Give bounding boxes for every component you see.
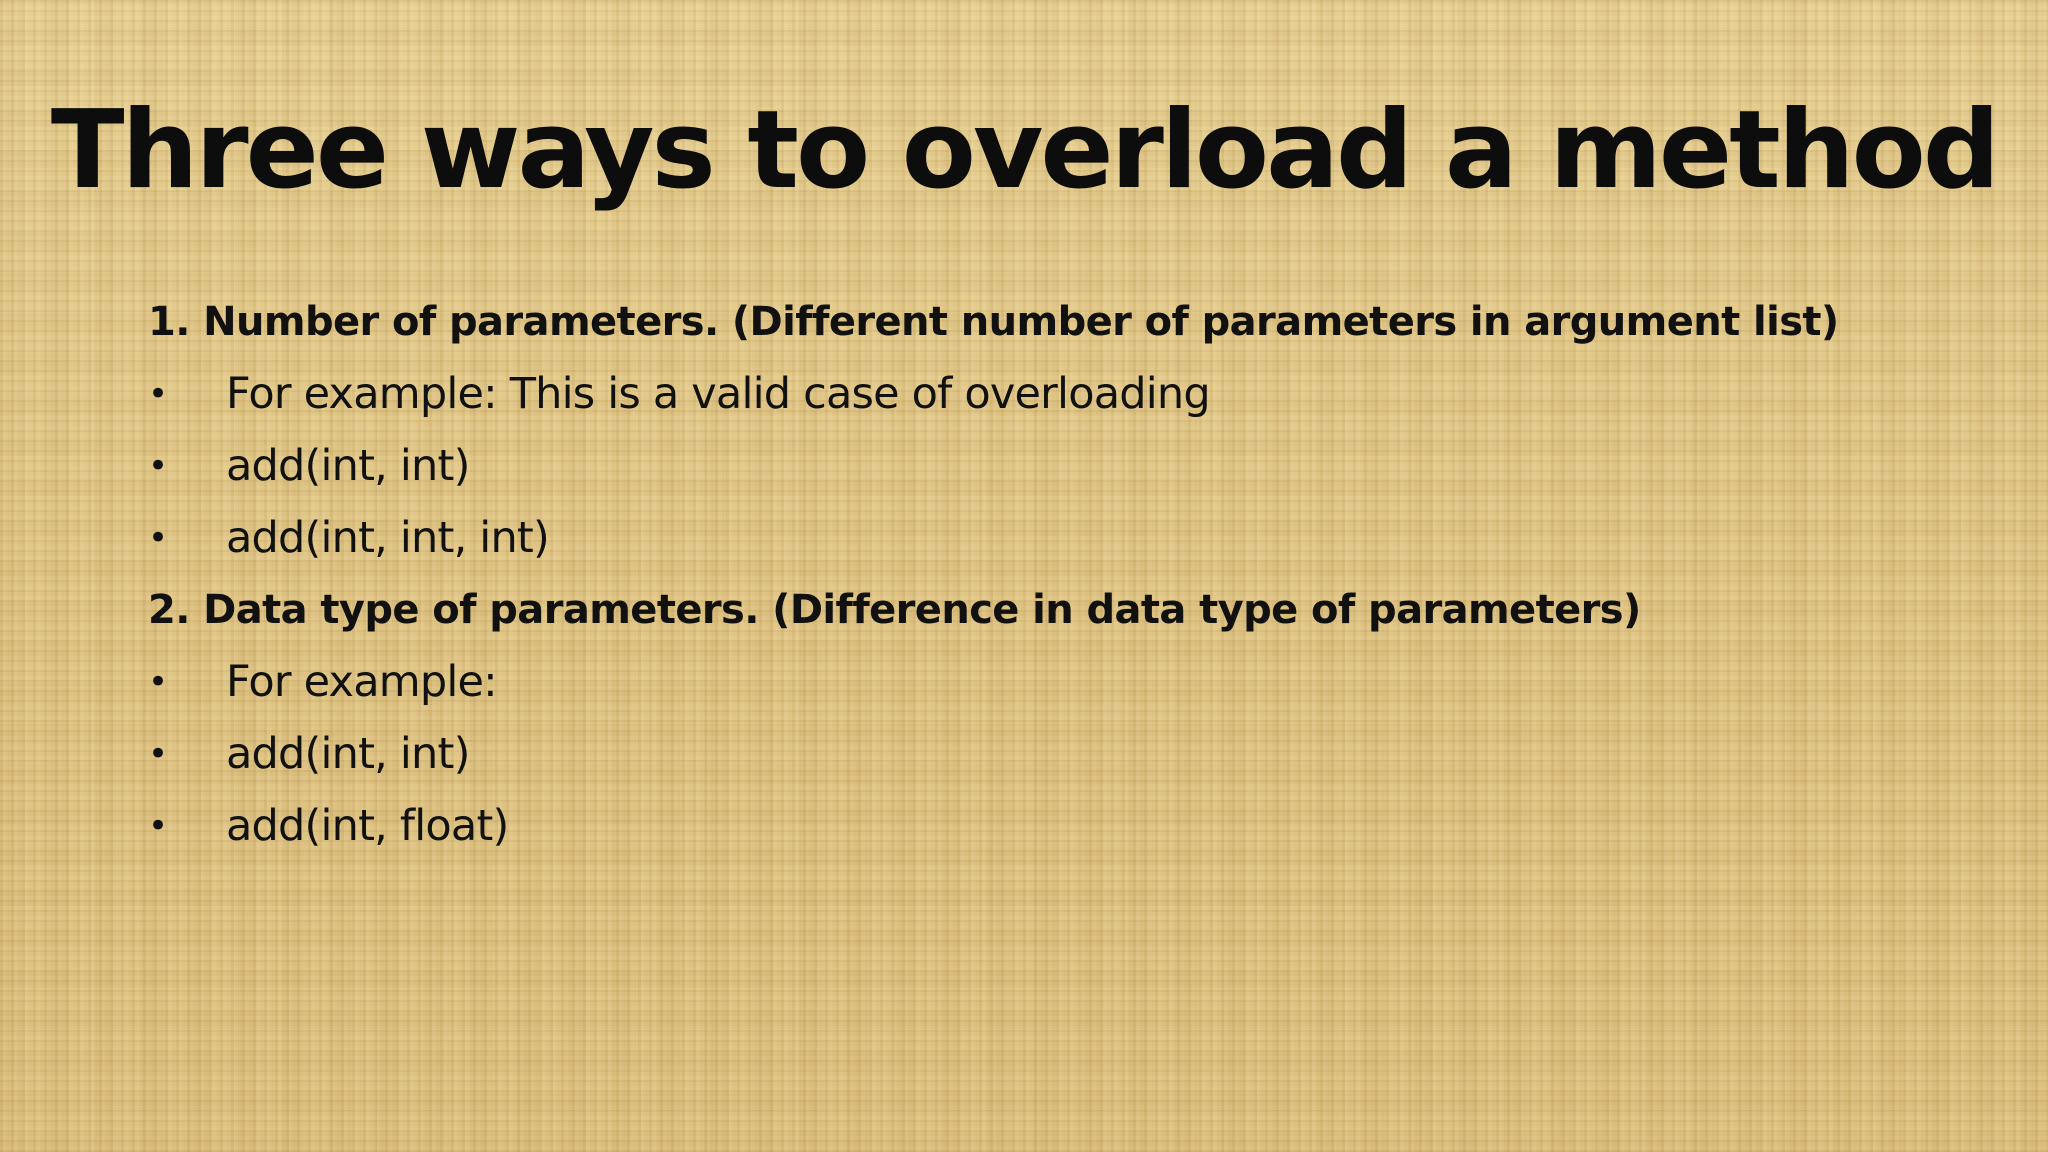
bullet-icon: • — [148, 446, 168, 486]
bullet-icon: • — [148, 662, 168, 702]
bullet-icon: • — [148, 374, 168, 414]
bullet-item — [148, 358, 2008, 430]
section-heading: 2. Data type of parameters. (Difference in data type of parameters) — [148, 587, 1641, 633]
bullet-item — [148, 790, 2008, 862]
bullet-text: add(int, int) — [226, 729, 470, 779]
bullet-icon: • — [148, 806, 168, 846]
bullet-icon: • — [148, 734, 168, 774]
bullet-item — [148, 502, 2008, 574]
bullet-text: add(int, float) — [226, 801, 509, 851]
bullet-icon: • — [148, 518, 168, 558]
section-heading: 1. Number of parameters. (Different number of parameters in argument list) — [148, 299, 1839, 345]
bullet-item — [148, 718, 2008, 790]
bullet-item — [148, 646, 2008, 718]
bullet-item — [148, 430, 2008, 502]
bullet-text: add(int, int) — [226, 441, 470, 491]
slide-title: Three ways to overload a method — [50, 88, 1998, 213]
bullet-text: add(int, int, int) — [226, 513, 549, 563]
bullet-text: For example: This is a valid case of overloading — [226, 369, 1210, 419]
bullet-text: For example: — [226, 657, 497, 707]
slide-body — [148, 286, 2008, 862]
